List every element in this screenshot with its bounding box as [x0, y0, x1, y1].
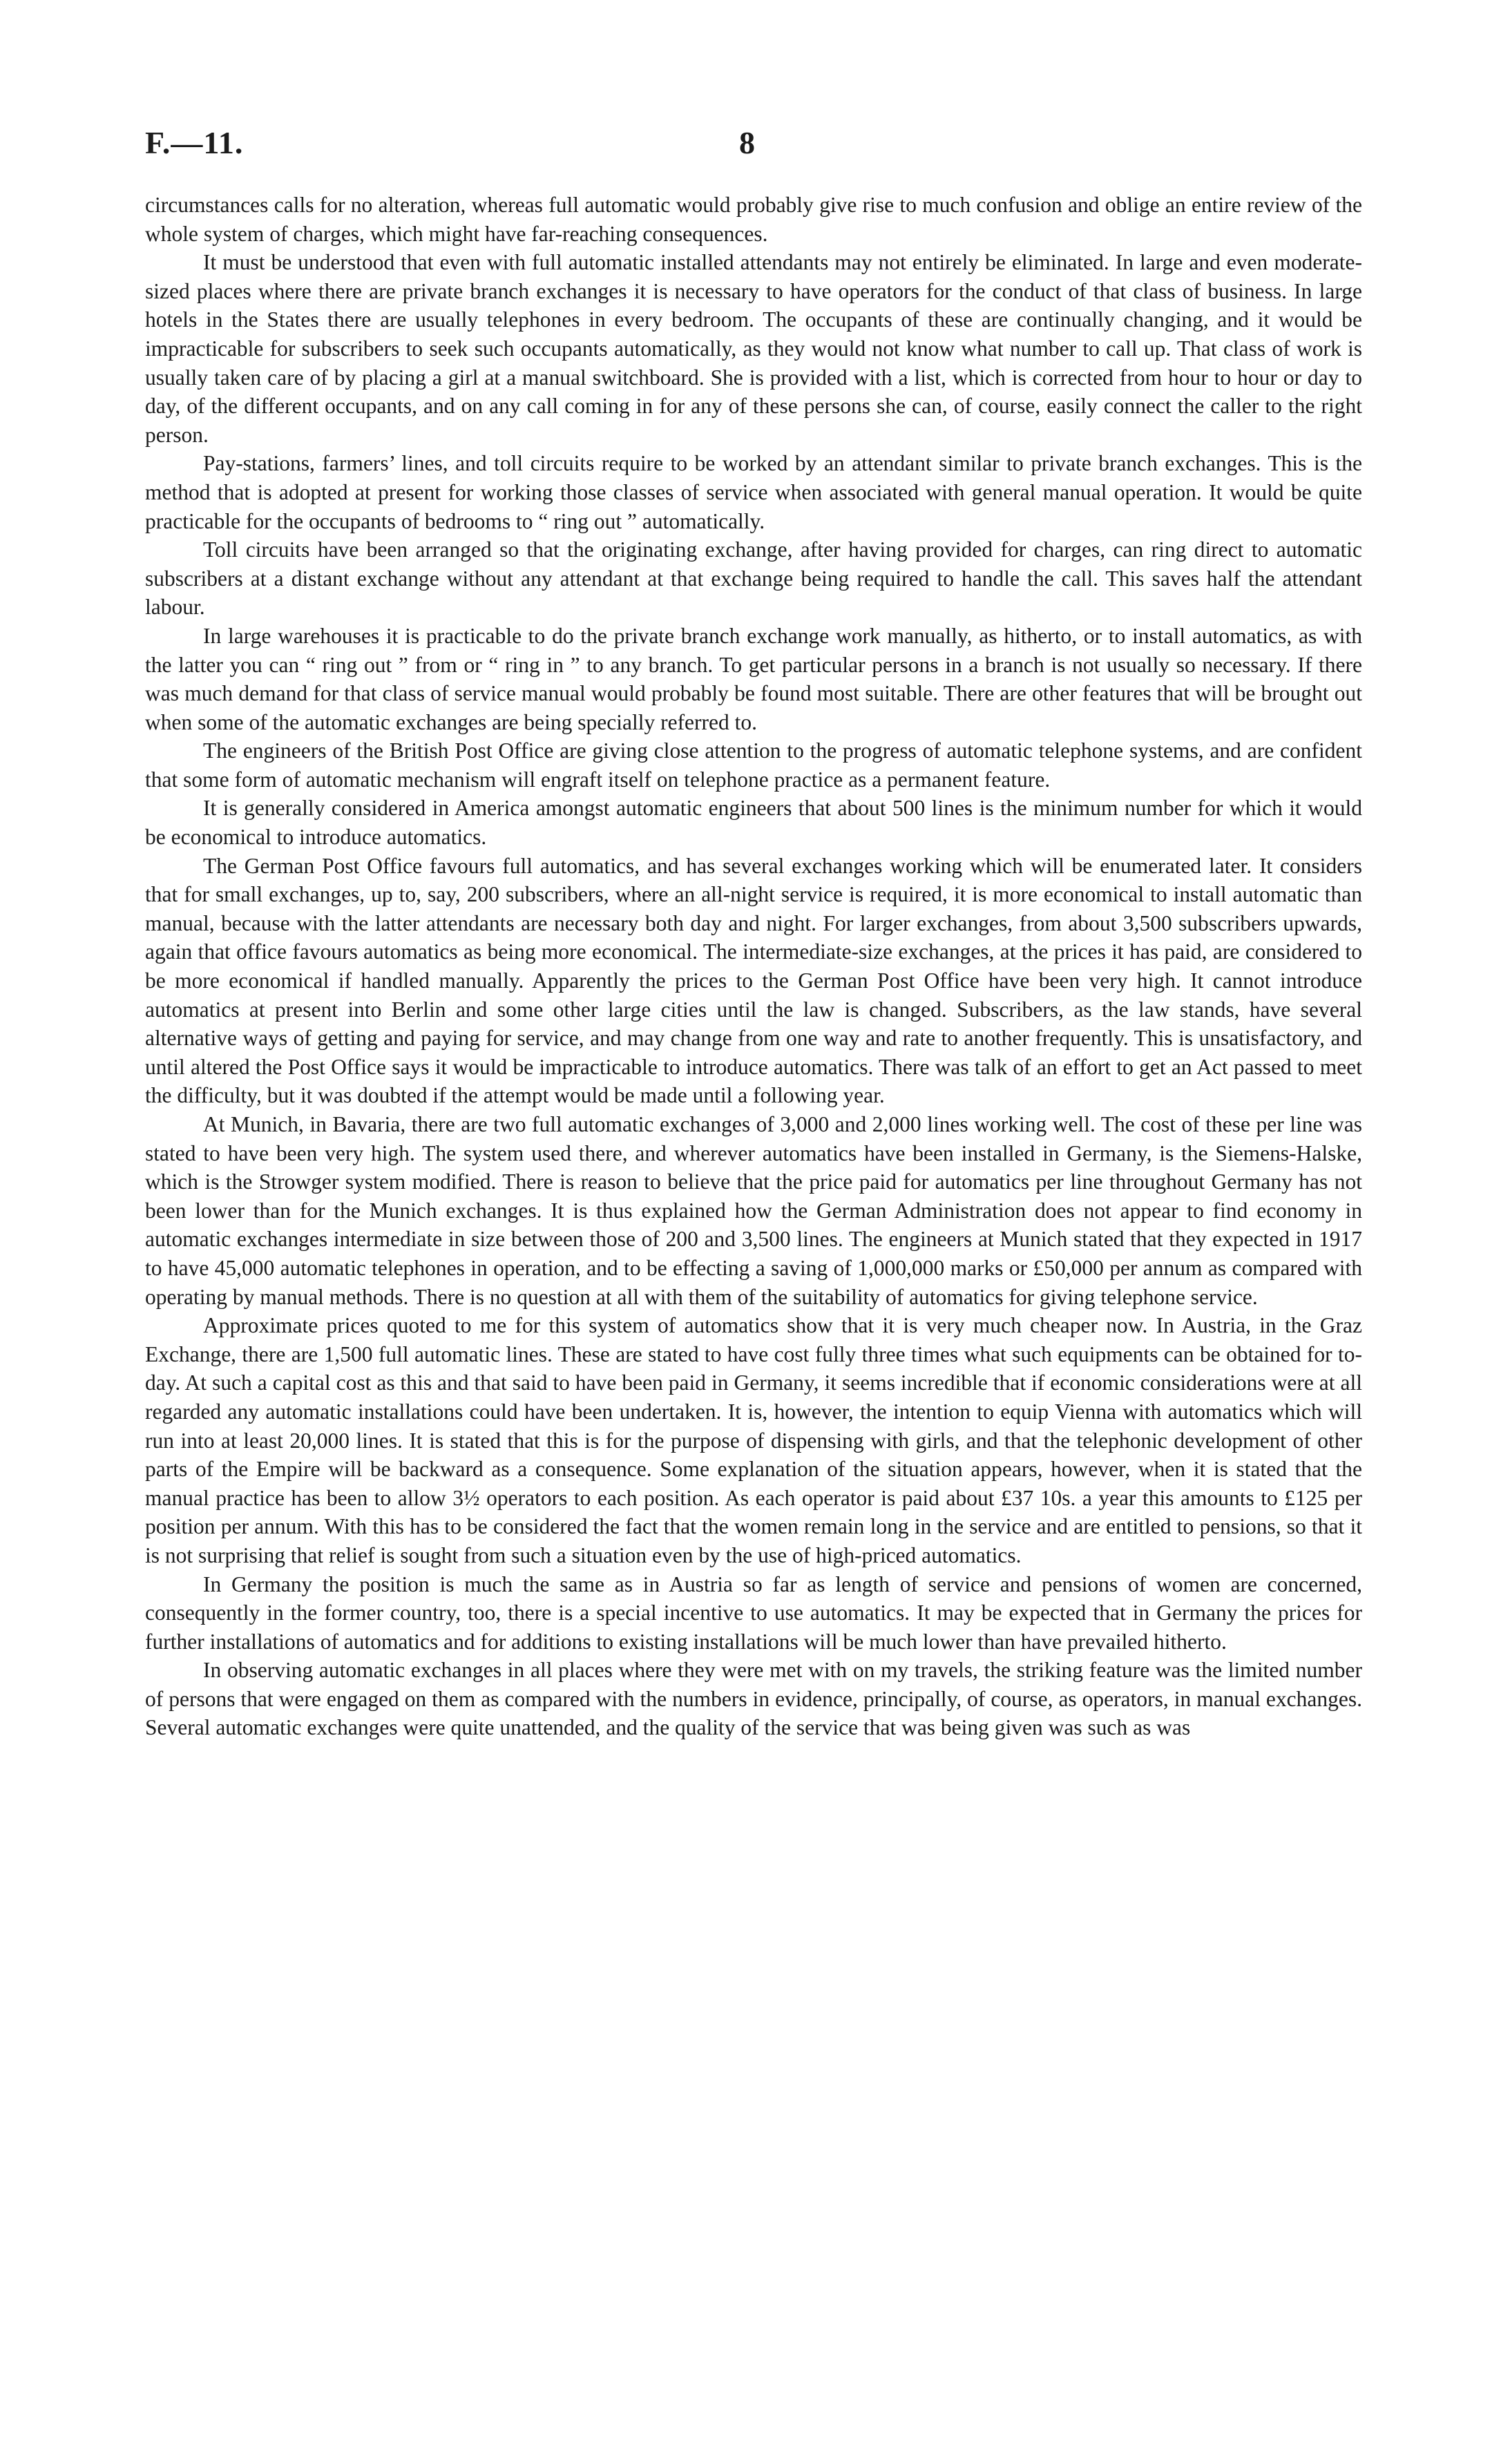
paragraph: Toll circuits have been arranged so that the originating exchange, after having provided for charges, can ring direct to automatic subscribers at a distant exchange without any attendant at that exchange being required to handle the call. This saves half the attendant labour. [145, 537, 1362, 620]
body-text [145, 191, 1362, 1742]
paragraph: It is generally considered in America amongst automatic engineers that about 500 lines is the minimum number for which it would be economical to introduce automatics. [145, 796, 1362, 850]
paragraph: circumstances calls for no alteration, whereas full automatic would probably give rise to much confusion and oblige an entire review of the whole system of charges, which might have far-reaching consequences. [145, 193, 1362, 246]
page-header [145, 124, 1361, 173]
paragraph: It must be understood that even with full automatic installed attendants may not entirely be eliminated. In large and even moderate-sized places where there are private branch exchanges it is necessary to have operators for the conduct of that class of business. In large hotels in the States there are usually telephones in every bedroom. The occupants of these are continually changing, and it would be impracticable for subscribers to seek such occupants automatically, as they would not know what number to call up. That class of work is usually taken care of by placing a girl at a manual switchboard. She is provided with a list, which is corrected from hour to hour or day to day, of the different occupants, and on any call coming in for any of these persons she can, of course, easily connect the caller to the right person. [145, 250, 1362, 447]
paragraph: Pay-stations, farmers’ lines, and toll circuits require to be worked by an attendant similar to private branch exchanges. This is the method that is adopted at present for working those classes of service when associated with general manual operation. It would be quite practicable for the occupants of bedrooms to “ ring out ” automatically. [145, 451, 1362, 533]
paragraph: At Munich, in Bavaria, there are two full automatic exchanges of 3,000 and 2,000 lines working well. The cost of these per line was stated to have been very high. The system used there, and wherever automatics have been installed in Germany, is the Siemens-Halske, which is the Strowger system modified. There is reason to believe that the price paid for automatics per line throughout Germany has not been lower than for the Munich exchanges. It is thus explained how the German Administration does not appear to find economy in automatic exchanges intermediate in size between those of 200 and 3,500 lines. The engineers at Munich stated that they expected in 1917 to have 45,000 automatic telephones in operation, and to be effecting a saving of 1,000,000 marks or £50,000 per annum as compared with operating by manual methods. There is no question at all with them of the suitability of automatics for giving telephone service. [145, 1112, 1362, 1309]
paragraph: In Germany the position is much the same as in Austria so far as length of service and pensions of women are concerned, consequently in the former country, too, there is a special incentive to use automatics. It may be expected that in Germany the prices for further installations of automatics and for additions to existing installations will be much lower than have prevailed hitherto. [145, 1572, 1362, 1654]
paragraph: The engineers of the British Post Office are giving close attention to the progress of automatic telephone systems, and are confident that some form of automatic mechanism will engraft itself on telephone practice as a permanent feature. [145, 738, 1362, 792]
paragraph: In observing automatic exchanges in all places where they were met with on my travels, the striking feature was the limited number of persons that were engaged on them as compared with the numbers in evidence, principally, of course, as operators, in manual exchanges. Several automatic exchanges were quite unattended, and the quality of the service that was being given was such as was [145, 1658, 1362, 1740]
paragraph: Approximate prices quoted to me for this system of automatics show that it is very much cheaper now. In Austria, in the Graz Exchange, there are 1,500 full automatic lines. These are stated to have cost fully three times what such equipments can be obtained for to-day. At such a capital cost as this and that said to have been paid in Germany, it seems incredible that if economic considerations were at all regarded any automatic installations could have been undertaken. It is, however, the intention to equip Vienna with automatics which will run into at least 20,000 lines. It is stated that this is for the purpose of dispensing with girls, and that the telephonic development of other parts of the Empire will be backward as a consequence. Some explanation of the situation appears, however, when it is stated that the manual practice has been to allow 3½ operators to each position. As each operator is paid about £37 10s. a year this amounts to £125 per position per annum. With this has to be considered the fact that the women remain long in the service and are entitled to pensions, so that it is not surprising that relief is sought from such a situation even by the use of high-priced automatics. [145, 1313, 1362, 1567]
paragraph: The German Post Office favours full automatics, and has several exchanges working which will be enumerated later. It considers that for small exchanges, up to, say, 200 subscribers, where an all-night service is required, it is more economical to install automatic than manual, because with the latter attendants are necessary both day and night. For larger exchanges, from about 3,500 subscribers upwards, again that office favours automatics as being more economical. The intermediate-size exchanges, at the prices it has paid, are considered to be more economical if handled manually. Apparently the prices to the German Post Office have been very high. It cannot introduce automatics at present into Berlin and some other large cities until the law is changed. Subscribers, as the law stands, have several alternative ways of getting and paying for service, and may change from one way and rate to another frequently. This is unsatisfactory, and until altered the Post Office says it would be impracticable to introduce automatics. There was talk of an effort to get an Act passed to meet the difficulty, but it was doubted if the attempt would be made until a following year. [145, 853, 1362, 1108]
document-reference: F.—11. [145, 125, 244, 160]
page-number: 8 [739, 125, 755, 160]
paragraph: In large warehouses it is practicable to do the private branch exchange work manually, as hitherto, or to install automatics, as with the latter you can “ ring out ” from or “ ring in ” to any branch. To get particular persons in a branch is not usually so necessary. If there was much demand for that class of service manual would probably be found most suitable. There are other features that will be brought out when some of the automatic exchanges are being specially referred to. [145, 623, 1362, 734]
